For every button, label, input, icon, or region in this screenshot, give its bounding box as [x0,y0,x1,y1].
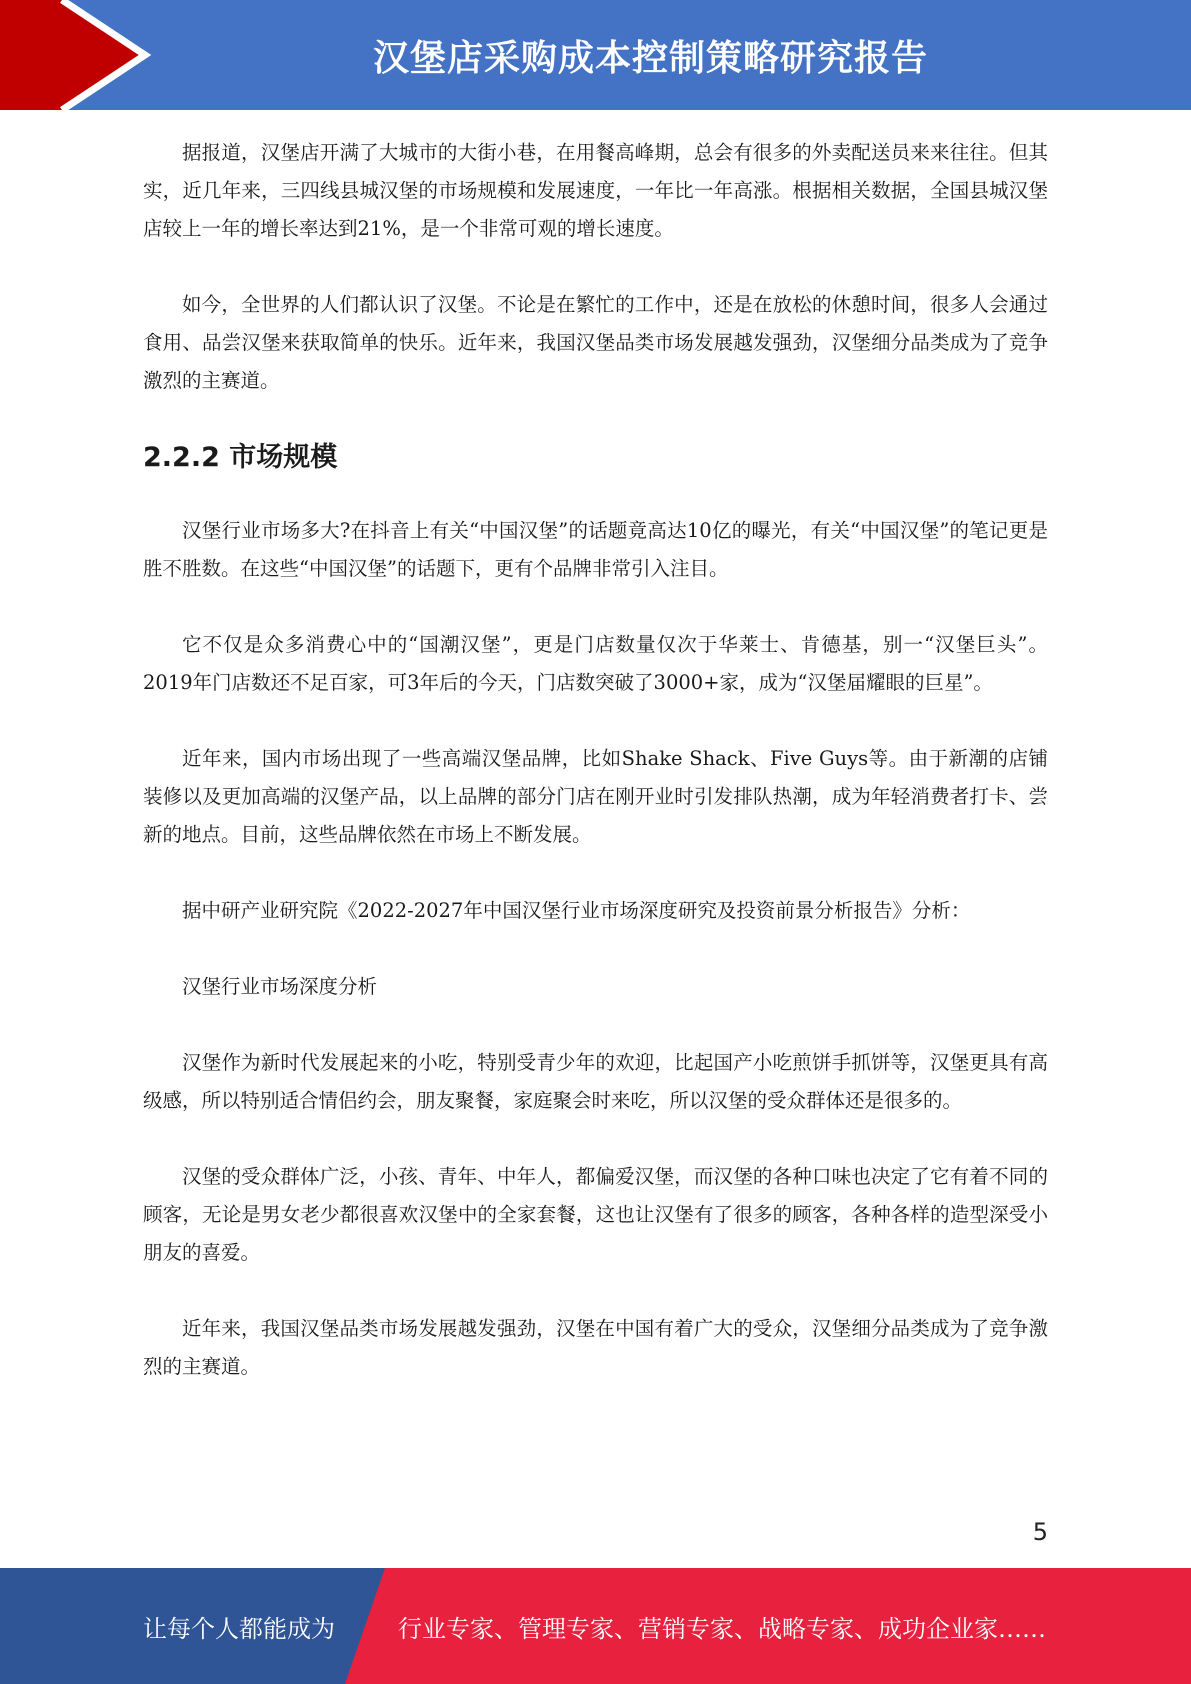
paragraph: 汉堡作为新时代发展起来的小吃，特别受青少年的欢迎，比起国产小吃煎饼手抓饼等，汉堡更具有高级感，所以特别适合情侣约会，朋友聚餐，家庭聚会时来吃，所以汉堡的受众群体还是很多的。 [143,1051,1048,1112]
red-chevron-decoration [0,0,160,110]
paragraph: 据中研产业研究院《2022-2027年中国汉堡行业市场深度研究及投资前景分析报告》分析： [182,899,971,922]
paragraph: 如今，全世界的人们都认识了汉堡。不论是在繁忙的工作中，还是在放松的休憩时间，很多人会通过食用、品尝汉堡来获取简单的快乐。近年来，我国汉堡品类市场发展越发强劲，汉堡细分品类成为了竞争激烈的主赛道。 [143,293,1048,392]
paragraph: 汉堡行业市场深度分析 [182,975,378,998]
page-footer [0,1568,1191,1684]
paragraph: 近年来，我国汉堡品类市场发展越发强劲，汉堡在中国有着广大的受众，汉堡细分品类成为了竞争激烈的主赛道。 [143,1317,1048,1378]
page-number: 5 [1032,1518,1048,1546]
paragraph: 近年来，国内市场出现了一些高端汉堡品牌，比如Shake Shack、Five Guys等。由于新潮的店铺装修以及更加高端的汉堡产品，以上品牌的部分门店在刚开业时引发排队热潮，成为年轻消费者打卡、尝新的地点。目前，这些品牌依然在市场上不断发展。 [143,747,1048,846]
paragraph: 据报道，汉堡店开满了大城市的大街小巷，在用餐高峰期，总会有很多的外卖配送员来来往往。但其实，近几年来，三四线县城汉堡的市场规模和发展速度，一年比一年高涨。根据相关数据，全国县城汉堡店较上一年的增长率达到21%，是一个非常可观的增长速度。 [143,141,1048,240]
paragraph: 汉堡的受众群体广泛，小孩、青年、中年人，都偏爱汉堡，而汉堡的各种口味也决定了它有着不同的顾客，无论是男女老少都很喜欢汉堡中的全家套餐，这也让汉堡有了很多的顾客，各种各样的造型深受小朋友的喜爱。 [143,1165,1048,1264]
report-title: 汉堡店采购成本控制策略研究报告 [372,37,928,79]
footer-slogan-right: 行业专家、管理专家、营销专家、战略专家、成功企业家…… [398,1614,1046,1643]
footer-slogan-left: 让每个人都能成为 [143,1614,335,1643]
section-heading: 2.2.2 市场规模 [143,442,338,473]
paragraph: 它不仅是众多消费心中的“国潮汉堡”，更是门店数量仅次于华莱士、肯德基，别一“汉堡巨头”。2019年门店数还不足百家，可3年后的今天，门店数突破了3000+家，成为“汉堡届耀眼的巨星”。 [143,633,1048,694]
paragraph: 汉堡行业市场多大?在抖音上有关“中国汉堡”的话题竟高达10亿的曝光，有关“中国汉堡”的笔记更是胜不胜数。在这些“中国汉堡”的话题下，更有个品牌非常引入注目。 [143,519,1048,580]
page-header [0,0,1191,110]
page-content [143,134,1048,1424]
